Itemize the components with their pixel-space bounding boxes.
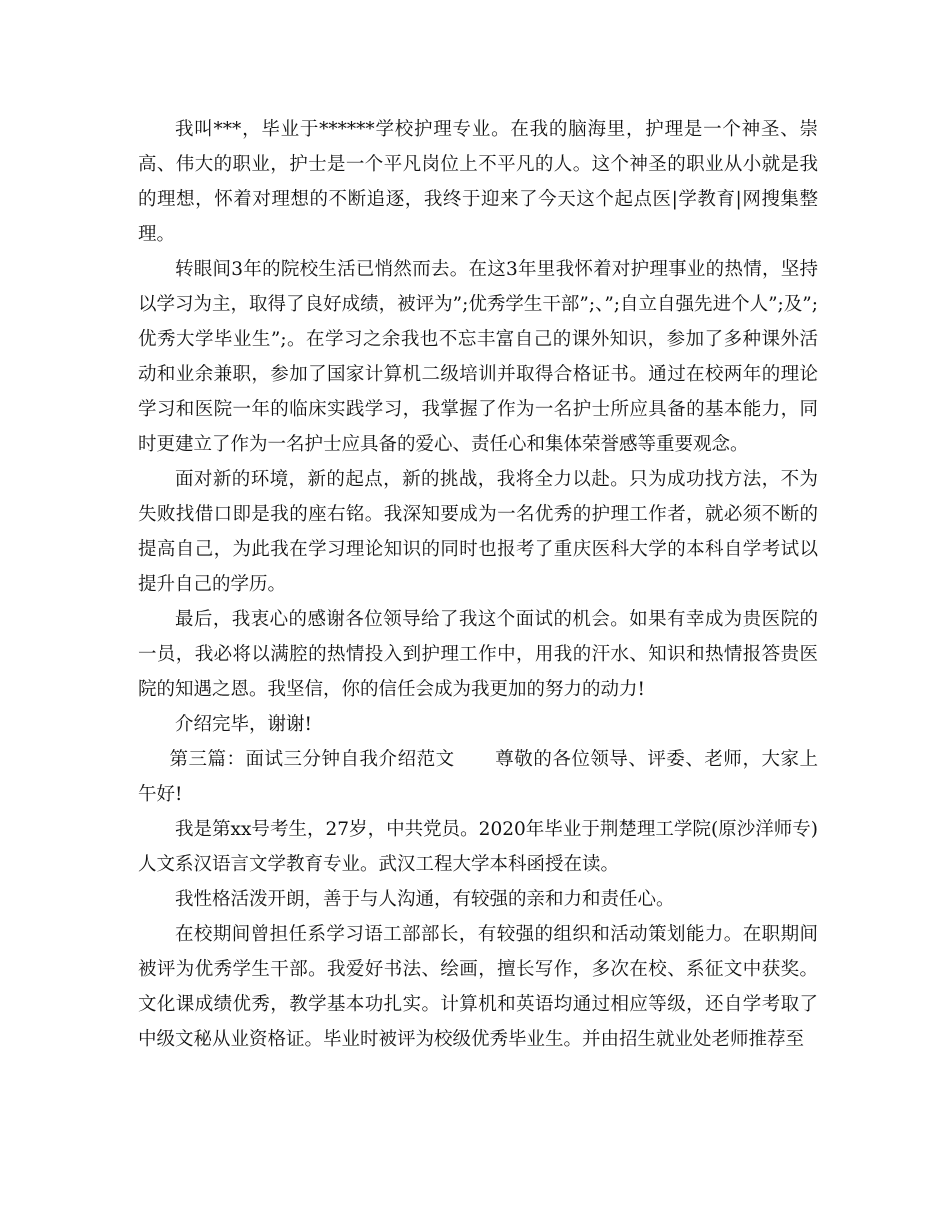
section-opening: 尊敬的各位领导、评委、老师，大家上午好! [138,749,818,805]
paragraph-new-challenge: 面对新的环境，新的起点，新的挑战，我将全力以赴。只为成功找方法，不为失败找借口即是我的座右铭。我深知要成为一名优秀的护理工作者，就必须不断的提高自己，为此我在学习理论知识的同时也报考了重庆医科大学的本科自学考试以提升自己的学历。 [138,469,818,595]
paragraph-thanks: 最后，我衷心的感谢各位领导给了我这个面试的机会。如果有幸成为贵医院的一员，我必将以满腔的热情投入到护理工作中，用我的汗水、知识和热情报答贵医院的知遇之恩。我坚信，你的信任会成为我更加的努力的动力! [138,609,818,700]
section-title: 第三篇：面试三分钟自我介绍范文 [169,749,455,770]
paragraph-personality: 我性格活泼开朗，善于与人沟通，有较强的亲和力和责任心。 [175,889,675,910]
paragraph-candidate-info: 我是第xx号考生，27岁，中共党员。2020年毕业于荆楚理工学院(原沙洋师专)人文系汉语言文学教育专业。武汉工程大学本科函授在读。 [138,819,818,875]
paragraph-intro: 我叫***，毕业于******学校护理专业。在我的脑海里，护理是一个神圣、崇高、伟大的职业，护士是一个平凡岗位上不平凡的人。这个神圣的职业从小就是我的理想，怀着对理想的不断追逐，我终于迎来了今天这个起点医|学教育|网搜集整理。 [138,119,818,245]
paragraph-achievements: 在校期间曾担任系学习语工部部长，有较强的组织和活动策划能力。在职期间被评为优秀学生干部。我爱好书法、绘画，擅长写作，多次在校、系征文中获奖。文化课成绩优秀，教学基本功扎实。计算机和英语均通过相应等级，还自学考取了中级文秘从业资格证。毕业时被评为校级优秀毕业生。并由招生就业处老师推荐至 [138,924,818,1050]
section-heading-paragraph [138,742,818,812]
paragraph-closing: 介绍完毕，谢谢! [175,714,312,735]
document-page [138,112,818,1057]
paragraph-school-life: 转眼间3年的院校生活已悄然而去。在这3年里我怀着对护理事业的热情，坚持以学习为主，取得了良好成绩，被评为”;优秀学生干部”;、”;自立自强先进个人”;及”;优秀大学毕业生”;。在学习之余我也不忘丰富自己的课外知识，参加了多种课外活动和业余兼职，参加了国家计算机二级培训并取得合格证书。通过在校两年的理论学习和医院一年的临床实践学习，我掌握了作为一名护士所应具备的基本能力，同时更建立了作为一名护士应具备的爱心、责任心和集体荣誉感等重要观念。 [138,259,818,455]
